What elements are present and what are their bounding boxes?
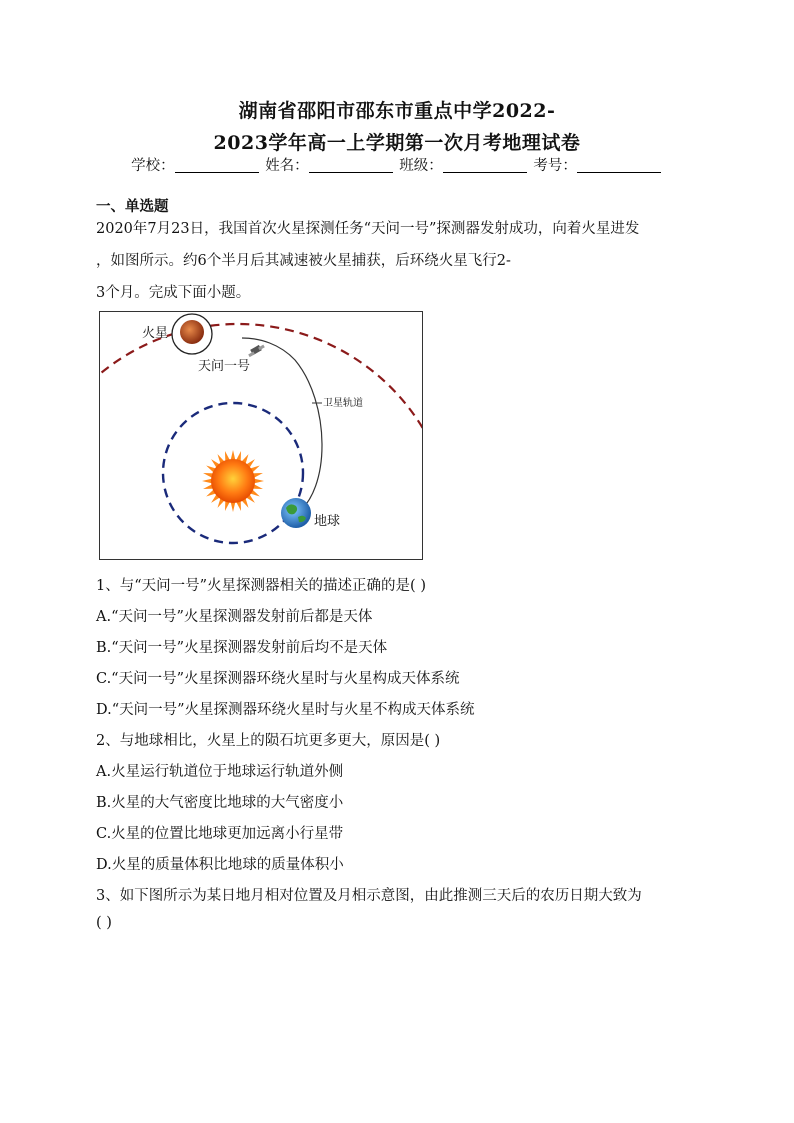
intro-line-1: 2020年7月23日，我国首次火星探测任务“天问一号”探测器发射成功，向着火星进发	[96, 221, 640, 237]
exam-number-blank[interactable]	[577, 158, 661, 173]
question-2-option-d[interactable]: D.火星的质量体积比地球的质量体积小	[96, 857, 344, 873]
student-info-row	[0, 154, 794, 175]
mars-label: 火星	[142, 326, 169, 341]
probe-label: 天问一号	[198, 359, 251, 374]
exam-number-label: 考号：	[533, 158, 577, 174]
mars-icon	[180, 320, 204, 344]
class-label: 班级：	[399, 158, 443, 174]
exam-title-line-1: 湖南省邵阳市邵东市重点中学2022-	[238, 100, 556, 122]
mars-orbit	[100, 324, 422, 559]
name-blank[interactable]	[309, 158, 393, 173]
class-blank[interactable]	[443, 158, 527, 173]
question-1-option-a[interactable]: A.“天问一号”火星探测器发射前后都是天体	[96, 609, 373, 625]
probe-icon	[248, 345, 265, 357]
sun-icon	[202, 450, 264, 512]
question-2-option-c[interactable]: C.火星的位置比地球更加远离小行星带	[96, 826, 344, 842]
question-1-option-b[interactable]: B.“天问一号”火星探测器发射前后均不是天体	[96, 640, 388, 656]
mars-mission-diagram	[99, 311, 423, 560]
intro-line-3: 3个月。完成下面小题。	[96, 285, 251, 301]
question-1-stem: 1、与“天问一号”火星探测器相关的描述正确的是( )	[96, 578, 426, 594]
earth-icon	[281, 498, 311, 528]
question-2-option-a[interactable]: A.火星运行轨道位于地球运行轨道外侧	[96, 764, 344, 780]
section-title: 一、单选题	[96, 198, 169, 215]
name-label: 姓名：	[265, 158, 309, 174]
school-blank[interactable]	[175, 158, 259, 173]
intro-line-2: ，如图所示。约6个半月后其减速被火星捕获，后环绕火星飞行2-	[96, 253, 511, 269]
question-1-option-c[interactable]: C.“天问一号”火星探测器环绕火星时与火星构成天体系统	[96, 671, 460, 687]
question-3-stem-line-2: ( )	[96, 915, 112, 931]
question-2-stem: 2、与地球相比，火星上的陨石坑更多更大，原因是( )	[96, 733, 441, 749]
question-2-option-b[interactable]: B.火星的大气密度比地球的大气密度小	[96, 795, 344, 811]
question-1-option-d[interactable]: D.“天问一号”火星探测器环绕火星时与火星不构成天体系统	[96, 702, 475, 718]
question-3-stem-line-1: 3、如下图所示为某日地月相对位置及月相示意图，由此推测三天后的农历日期大致为	[96, 888, 642, 904]
orbit-label: 卫星轨道	[323, 398, 363, 409]
earth-label: 地球	[314, 514, 341, 529]
school-label: 学校：	[131, 158, 175, 174]
exam-title-line-2: 2023学年高一上学期第一次月考地理试卷	[213, 132, 581, 154]
